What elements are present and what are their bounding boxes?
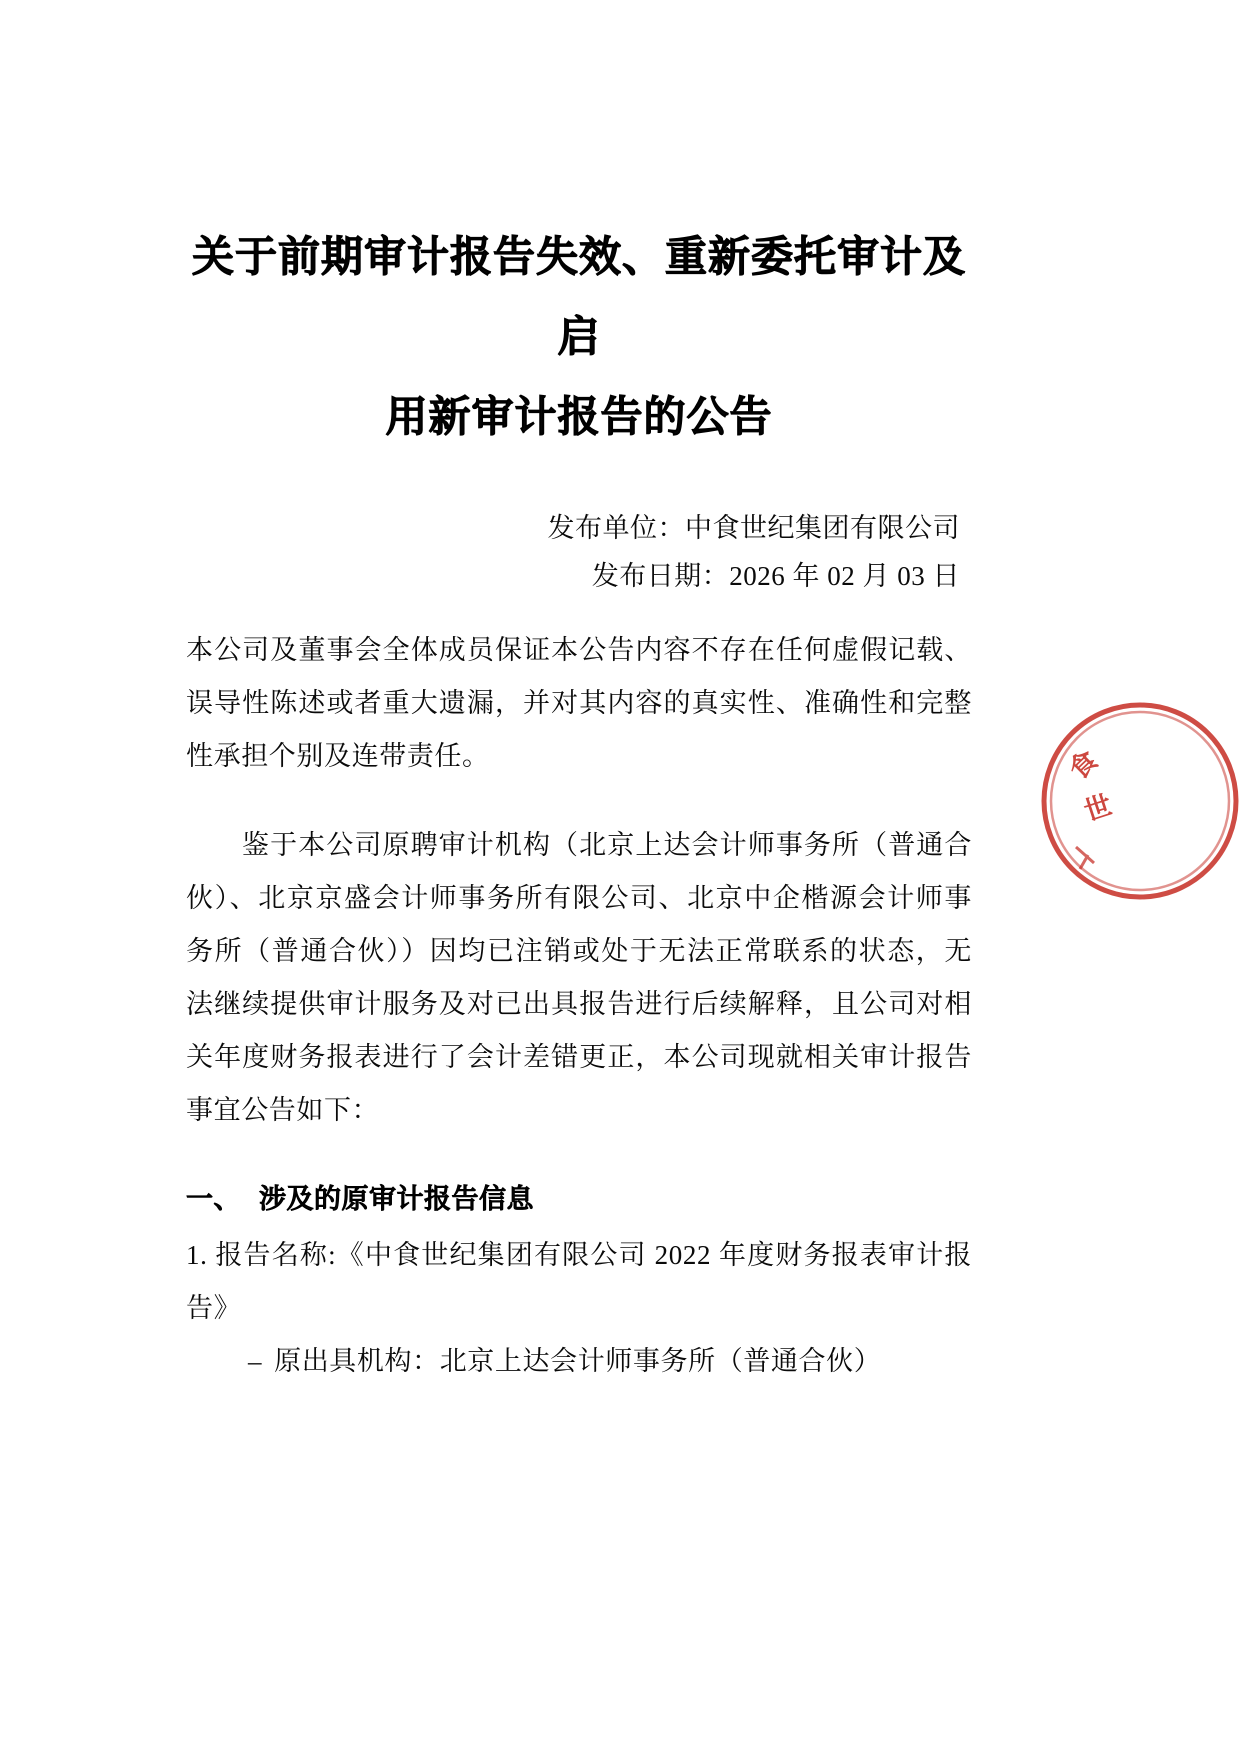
- company-seal-stamp: [1036, 697, 1240, 905]
- sub-item-text: 原出具机构：北京上达会计师事务所（普通合伙）: [274, 1346, 882, 1376]
- publisher-line: 发布单位：中食世纪集团有限公司: [547, 513, 960, 543]
- document-meta: [186, 504, 972, 600]
- page-title-line-1: 关于前期审计报告失效、重新委托审计及启: [191, 235, 966, 361]
- section-title: 涉及的原审计报告信息: [259, 1184, 534, 1214]
- svg-text:食: 食: [1063, 744, 1104, 786]
- section-number: 一、: [186, 1184, 241, 1214]
- list-item: [186, 1335, 972, 1388]
- page-title: [186, 0, 972, 458]
- document-content: [186, 0, 972, 1388]
- reason-paragraph: 鉴于本公司原聘审计机构（北京上达会计师事务所（普通合伙）、北京京盛会计师事务所有限公司、北京中企楷源会计师事务所（普通合伙））因均已注销或处于无法正常联系的状态，无法继续提供审计服务及对已出具报告进行后续解释，且公司对相关年度财务报表进行了会计差错更正，本公司现就相关审计报告事宜公告如下：: [186, 830, 972, 1125]
- section-heading-one: [186, 1175, 972, 1223]
- list-item: 1. 报告名称:《中食世纪集团有限公司 2022 年度财务报表审计报告》: [186, 1240, 972, 1323]
- seal-icon: [1036, 697, 1240, 905]
- page-title-line-2: 用新审计报告的公告: [385, 395, 773, 441]
- statement-paragraph: 本公司及董事会全体成员保证本公告内容不存在任何虚假记载、误导性陈述或者重大遗漏，并对其内容的真实性、准确性和完整性承担个别及连带责任。: [186, 635, 972, 771]
- svg-text:世: 世: [1080, 789, 1116, 827]
- dash-bullet-icon: –: [248, 1346, 263, 1376]
- publish-date-line: 发布日期：2026 年 02 月 03 日: [591, 561, 960, 591]
